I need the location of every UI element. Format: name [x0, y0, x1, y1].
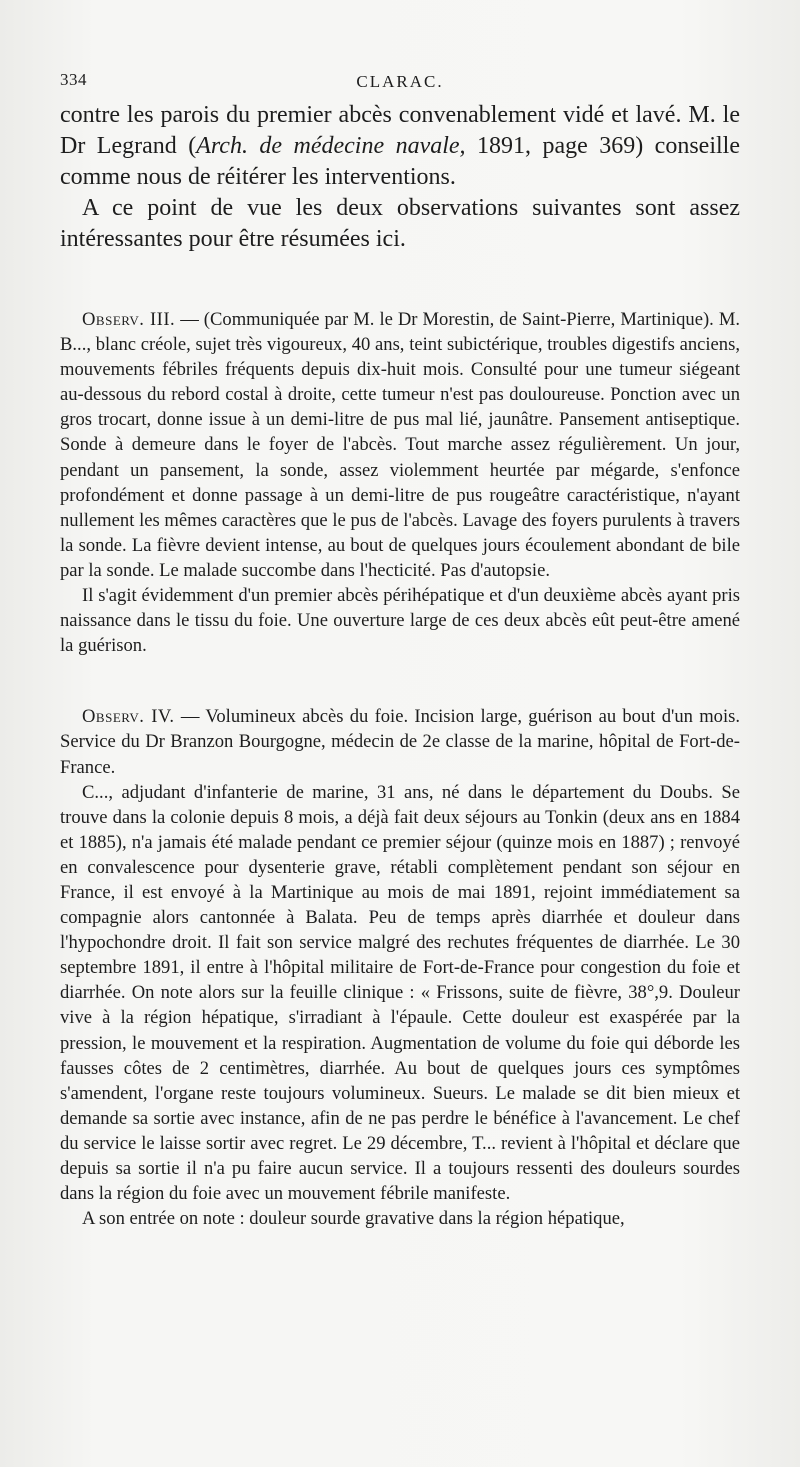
running-head: CLARAC.	[356, 72, 444, 91]
intro-section	[60, 100, 740, 255]
observation-4-paragraph-2: C..., adjudant d'infanterie de marine, 31 ans, né dans le département du Doubs. Se trouve dans la colonie depuis 8 mois, a déjà fait deux séjours au Tonkin (deux ans en 1884 et 1885), n'a jamais été malade pendant ce premier séjour (quinze mois en 1887) ; renvoyé en convalescence pour dysenterie grave, rétabli complètement pendant son séjour en France, il est envoyé à la Martinique au mois de mai 1891, rejoint immédiatement sa compagnie alors cantonnée à Balata. Peu de temps après diarrhée et douleur dans l'hypochondre droit. Il fait son service malgré des rechutes fréquentes de diarrhée. Le 30 septembre 1891, il entre à l'hôpital militaire de Fort-de-France pour congestion du foie et diarrhée. On note alors sur la feuille clinique : « Frissons, suite de fièvre, 38°,9. Douleur vive à la région hépatique, s'irradiant à l'épaule. Cette douleur est exaspérée par la pression, le mouvement et la respiration. Augmentation de volume du foie qui déborde les fausses côtes de 2 centimètres, diarrhée. Au bout de quelques jours ces symptômes s'amendent, l'organe reste toujours volumineux. Sueurs. Le malade se dit bien mieux et demande sa sortie avec instance, afin de ne pas perdre le bénéfice à l'avancement. Le chef du service le laisse sortir avec regret. Le 29 décembre, T... revient à l'hôpital et déclare que depuis sa sortie il n'a pu faire aucun service. Il a toujours ressenti des douleurs sourdes dans la région du foie avec un mouvement fébrile manifeste.	[60, 781, 740, 1205]
observation-3-paragraph-1	[60, 307, 740, 583]
observation-4	[60, 704, 740, 1231]
intro-paragraph-2: A ce point de vue les deux observations suivantes sont assez intéressantes pour être résumées ici.	[60, 195, 740, 252]
observation-3	[60, 307, 740, 658]
page-number: 334	[60, 70, 87, 89]
page-content	[60, 100, 740, 1231]
observation-4-label: Observ. IV.	[82, 706, 175, 728]
intro-paragraph-1	[60, 100, 740, 193]
page-header	[60, 70, 740, 100]
journal-reference: Arch. de médecine navale,	[196, 133, 466, 159]
intro-text-1: contre les parois du premier abcès convenablement vidé et lavé. M. le Dr Legrand (	[60, 102, 740, 159]
observation-3-text: — (Communiquée par M. le Dr Morestin, de Saint-Pierre, Martinique). M. B..., blanc créole, sujet très vigoureux, 40 ans, teint subictérique, troubles digestifs anciens, mouvements fébriles fréquents depuis dix-huit mois. Consulté pour une tumeur siégeant au-dessous du rebord costal à droite, cette tumeur n'est pas douloureuse. Ponction avec un gros trocart, donne issue à un demi-litre de pus mal lié, jaunâtre. Pansement antiseptique. Sonde à demeure dans le foyer de l'abcès. Tout marche assez régulièrement. Un jour, pendant un pansement, la sonde, assez violemment heurtée par mégarde, s'enfonce profondément et donne passage à un demi-litre de pus rougeâtre caractéristique, n'ayant nullement les mêmes caractères que le pus de l'abcès. Lavage des foyers purulents à travers la sonde. La fièvre devient intense, au bout de quelques jours écoulement abondant de bile par la sonde. Le malade succombe dans l'hecticité. Pas d'autopsie.	[60, 309, 740, 581]
intro-text-1-end: 1891, page 369) conseille comme nous de réitérer les interventions.	[60, 133, 740, 190]
observation-4-paragraph-1	[60, 704, 740, 779]
observation-3-paragraph-2: Il s'agit évidemment d'un premier abcès périhépatique et d'un deuxième abcès ayant pris naissance dans le tissu du foie. Une ouverture large de ces deux abcès eût peut-être amené la guérison.	[60, 585, 740, 657]
observation-4-paragraph-3: A son entrée on note : douleur sourde gravative dans la région hépatique,	[82, 1208, 625, 1230]
observation-4-text: — Volumineux abcès du foie. Incision large, guérison au bout d'un mois. Service du Dr Branzon Bourgogne, médecin de 2e classe de la marine, hôpital de Fort-de-France.	[60, 706, 740, 778]
observation-3-label: Observ. III.	[82, 309, 176, 330]
